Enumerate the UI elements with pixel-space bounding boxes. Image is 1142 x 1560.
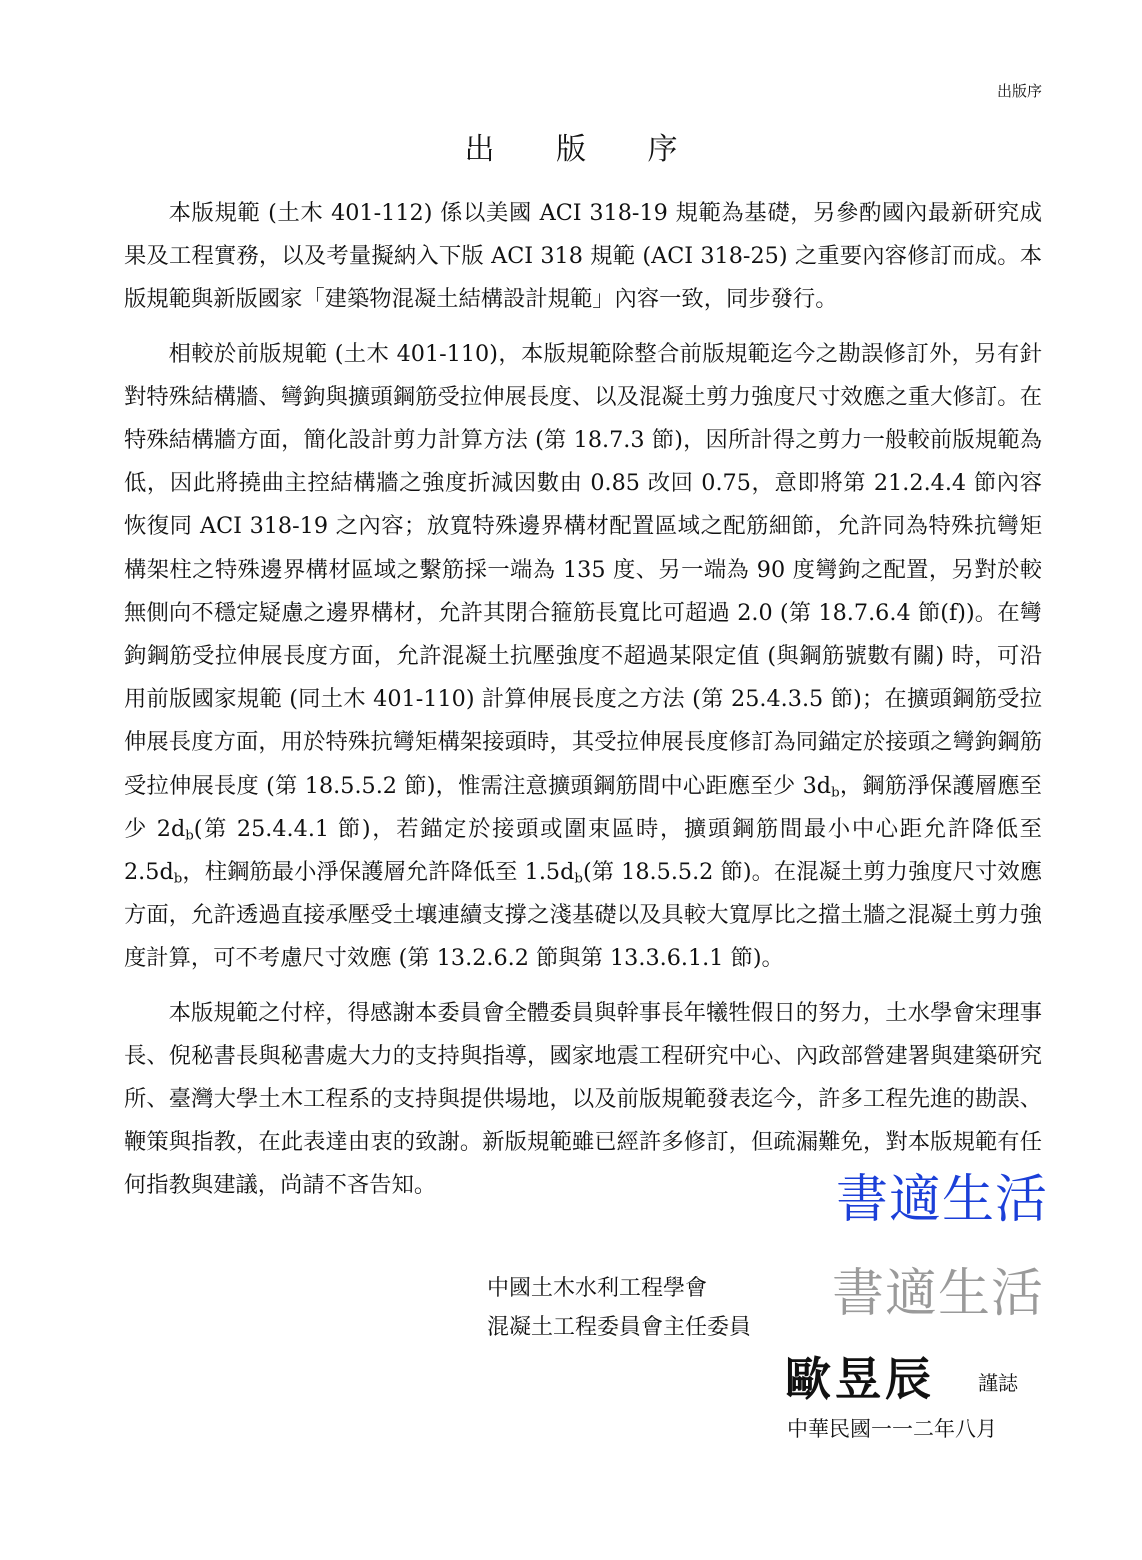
watermark-gray: 書適生活 — [832, 1264, 1045, 1324]
preface-body — [124, 192, 1042, 1219]
subscript-b: b — [574, 871, 583, 887]
paragraph-2: 相較於前版規範 (土木 401-110)，本版規範除整合前版規範迄今之勘誤修訂外，另有針對特殊結構牆、彎鉤與擴頭鋼筋受拉伸展長度、以及混凝土剪力強度尺寸效應之重大修訂。在特殊結構牆方面，簡化設計剪力計算方法 (第 18.7.3 節)，因所計得之剪力一般較前版規範為低，因此將撓曲主控結構牆之強度折減因數由 0.85 改回 0.75，意即將第 21.2.4.4 節內容恢復同 ACI 318-19 之內容；放寬特殊邊界構材配置區域之配筋細節，允許同為特殊抗彎矩構架柱之特殊邊界構材區域之繫筋採一端為 135 度、另一端為 90 度彎鉤之配置，另對於較無側向不穩定疑慮之邊界構材，允許其閉合箍筋長寬比可超過 2.0 (第 18.7.6.4 節(f))。在彎鉤鋼筋受拉伸展長度方面，允許混凝土抗壓強度不超過某限定值 (與鋼筋號數有關) 時，可沿用前版國家規範 (同土木 401-110) 計算伸展長度之方法 (第 25.4.3.5 節)；在擴頭鋼筋受拉伸展長度方面，用於特殊抗彎矩構架接頭時，其受拉伸展長度修訂為同錨定於接頭之彎鉤鋼筋受拉伸展長度 (第 18.5.5.2 節)，惟需注意擴頭鋼筋間中心距應至少 $3d_b$，鋼筋淨保護層應至少 $2d_b$(第 25.4.4.1 節)，若錨定於接頭或圍束區時，擴頭鋼筋間最小中心距允許降低至 $2.5d_b$，柱鋼筋最小淨保護層允許降低至 $1.5d_b$(第 18.5.5.2 節)。在混凝土剪力強度尺寸效應方面，允許透過直接承壓受土壤連續支撐之淺基礎以及具較大寬厚比之擋土牆之混凝土剪力強度計算，可不考慮尺寸效應 (第 13.2.6.2 節與第 13.3.6.1.1 節)。 — [124, 340, 1043, 972]
signature-note: 謹誌 — [978, 1371, 1018, 1395]
paragraph-3: 本版規範之付梓，得感謝本委員會全體委員與幹事長年犧牲假日的努力，土水學會宋理事長、倪秘書長與秘書處大力的支持與指導，國家地震工程研究中心、內政部營建署與建築研究所、臺灣大學土木工程系的支持與提供場地，以及前版規範發表迄今，許多工程先進的勘誤、鞭策與指教，在此表達由衷的致謝。新版規範雖已經許多修訂，但疏漏難免，對本版規範有任何指教與建議，尚請不吝告知。 — [124, 999, 1042, 1199]
page-title: 出 版 序 — [464, 132, 704, 167]
watermark-blue: 書適生活 — [836, 1170, 1049, 1230]
signature: 歐昱辰 — [785, 1352, 935, 1406]
subscript-b: b — [185, 828, 194, 844]
paragraph-1: 本版規範 (土木 401-112) 係以美國 ACI 318-19 規範為基礎，另參酌國內最新研究成果及工程實務，以及考量擬納入下版 ACI 318 規範 (ACI 318-25) 之重要內容修訂而成。本版規範與新版國家「建築物混凝土結構設計規範」內容一致，同步發行。 — [124, 200, 1042, 313]
publication-date: 中華民國一一二年八月 — [787, 1417, 997, 1441]
subscript-b: b — [173, 871, 183, 887]
organization-name: 中國土木水利工程學會 — [487, 1276, 708, 1301]
subscript-b: b — [831, 784, 840, 800]
running-header: 出版序 — [996, 82, 1042, 100]
committee-title: 混凝土工程委員會主任委員 — [487, 1315, 752, 1340]
